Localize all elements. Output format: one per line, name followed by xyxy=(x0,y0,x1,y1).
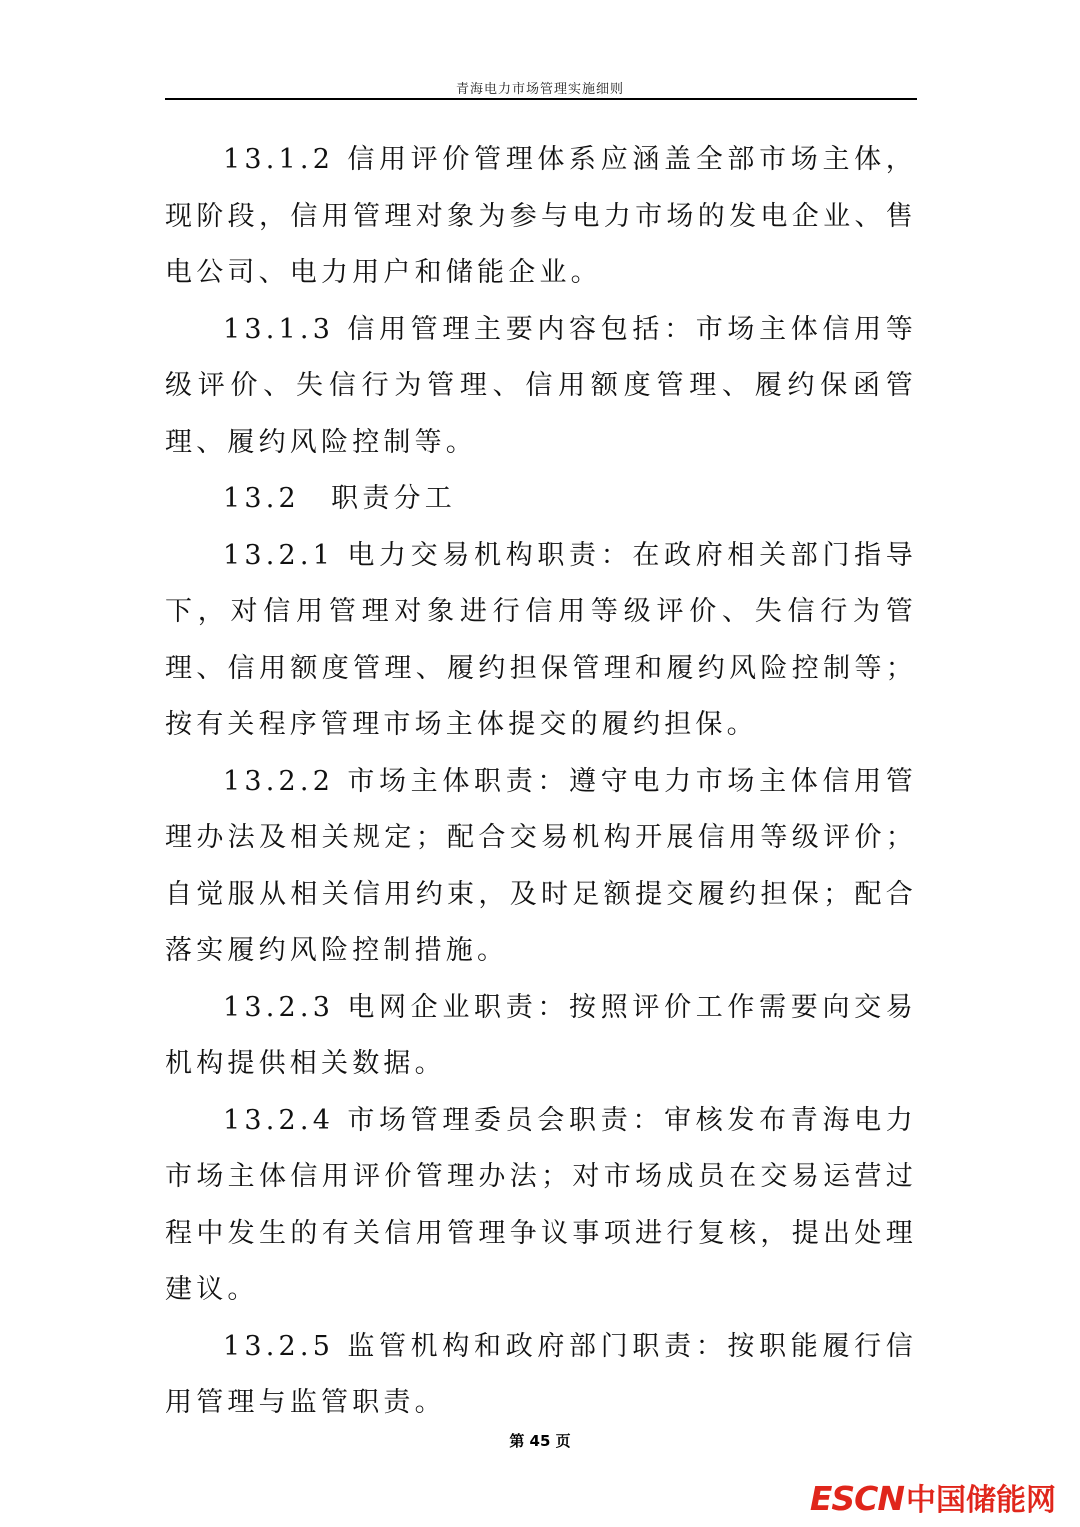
page-number: 第 45 页 xyxy=(509,1432,571,1450)
page-header-title: 青海电力市场管理实施细则 xyxy=(455,82,624,97)
header-rule xyxy=(165,98,917,100)
paragraph-13-2-4: 13.2.4 市场管理委员会职责：审核发布青海电力市场主体信用评价管理办法；对市场成员在交易运营过程中发生的有关信用管理争议事项进行复核，提出处理建议。 xyxy=(165,1104,917,1305)
document-body xyxy=(165,132,917,1432)
paragraph-13-1-3: 13.1.3 信用管理主要内容包括：市场主体信用等级评价、失信行为管理、信用额度管理、履约保函管理、履约风险控制等。 xyxy=(165,313,917,458)
paragraph-13-2-2: 13.2.2 市场主体职责：遵守电力市场主体信用管理办法及相关规定；配合交易机构开展信用等级评价；自觉服从相关信用约束，及时足额提交履约担保；配合落实履约风险控制措施。 xyxy=(165,765,917,966)
paragraph-13-2-1: 13.2.1 电力交易机构职责：在政府相关部门指导下，对信用管理对象进行信用等级评价、失信行为管理、信用额度管理、履约担保管理和履约风险控制等；按有关程序管理市场主体提交的履约担保。 xyxy=(165,539,917,740)
escn-watermark-logo xyxy=(810,1475,1056,1519)
paragraph-13-2-3: 13.2.3 电网企业职责：按照评价工作需要向交易机构提供相关数据。 xyxy=(165,991,917,1079)
section-heading-13-2: 13.2 职责分工 xyxy=(223,483,456,514)
watermark-cjk: 中国储能网 xyxy=(906,1483,1056,1518)
paragraph-13-2-5: 13.2.5 监管机构和政府部门职责：按职能履行信用管理与监管职责。 xyxy=(165,1330,917,1418)
watermark-latin: ESCN xyxy=(809,1479,904,1518)
paragraph-13-1-2: 13.1.2 信用评价管理体系应涵盖全部市场主体，现阶段，信用管理对象为参与电力市场的发电企业、售电公司、电力用户和储能企业。 xyxy=(165,144,917,288)
